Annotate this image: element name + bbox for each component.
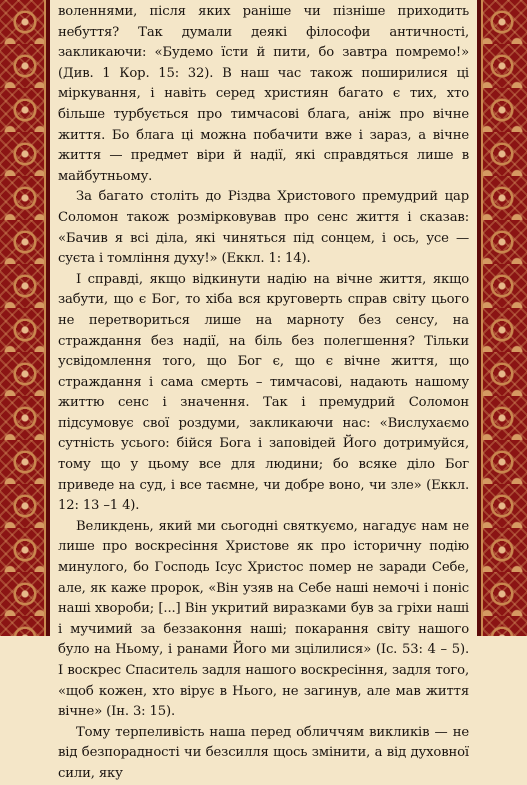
paragraph: Тому терпеливість наша перед обличчям викликів — не від безпорадності чи безсилля щось змінити, а від духовної сили, яку [58,724,469,781]
ornamental-border-left [0,0,50,636]
ornamental-border-right [477,0,527,636]
paragraph: І справді, якщо відкинути надію на вічне життя, якщо забути, що є Бог, то хіба вся круговерть справ світу цього не перетвориться лише на марноту без сенсу, на страждання без надії, на біль без полегшення? Тільки усвідомлення того, що Бог є, що є вічне життя, що страждання і сама смерть – тимчасові, надають нашому життю сенс і значення. Так і премудрий Соломон підсумовує свої роздуми, закликаючи нас: «Вислухаємо сутність усього: бійся Бога і заповідей Його дотримуйся, тому що у цьому все для людини; бо всяке діло Бог приведе на суд, і все таємне, чи добре воно, чи зле» (Еккл. 12: 13 –1 4). [58,271,469,514]
paragraph: Великдень, який ми сьогодні святкуємо, нагадує нам не лише про воскресіння Христове як про історичну подію минулого, бо Господь Ісус Христос помер не заради Себе, але, як каже пророк, «Він узяв на Себе наші немочі і поніс наші хвороби; [...] Він укритий виразками був за гріхи наші і мучимий за беззаконня наші; покарання світу нашого було на Ньому, і ранами Його ми зцілилися» (Іс. 53: 4 – 5). І воскрес Спаситель задля нашого воскресіння, задля того, «щоб кожен, хто вірує в Нього, не загинув, але мав життя вічне» (Ін. 3: 15). [58,518,469,720]
paragraph: воленнями, після яких раніше чи пізніше приходить небуття? Так думали деякі філософи античності, закликаючи: «Будемо їсти й пити, бо завтра помремо!» (Див. 1 Кор. 15: 32). В наш час також поширилися ці міркування, і навіть серед християн багато є тих, хто більше турбується про тимчасові блага, аніж про вічне життя. Бо блага ці можна побачити вже і зараз, а вічне життя — предмет віри й надії, які справдяться лише в майбутньому. [58,4,469,184]
paragraph: За багато століть до Різдва Христового премудрий цар Соломон також розмірковував про сенс життя і сказав: «Бачив я всі діла, які чиняться під сонцем, і ось, усе — суєта і томління духу!» (Еккл. 1: 14). [58,189,469,267]
page-text [58,2,469,781]
